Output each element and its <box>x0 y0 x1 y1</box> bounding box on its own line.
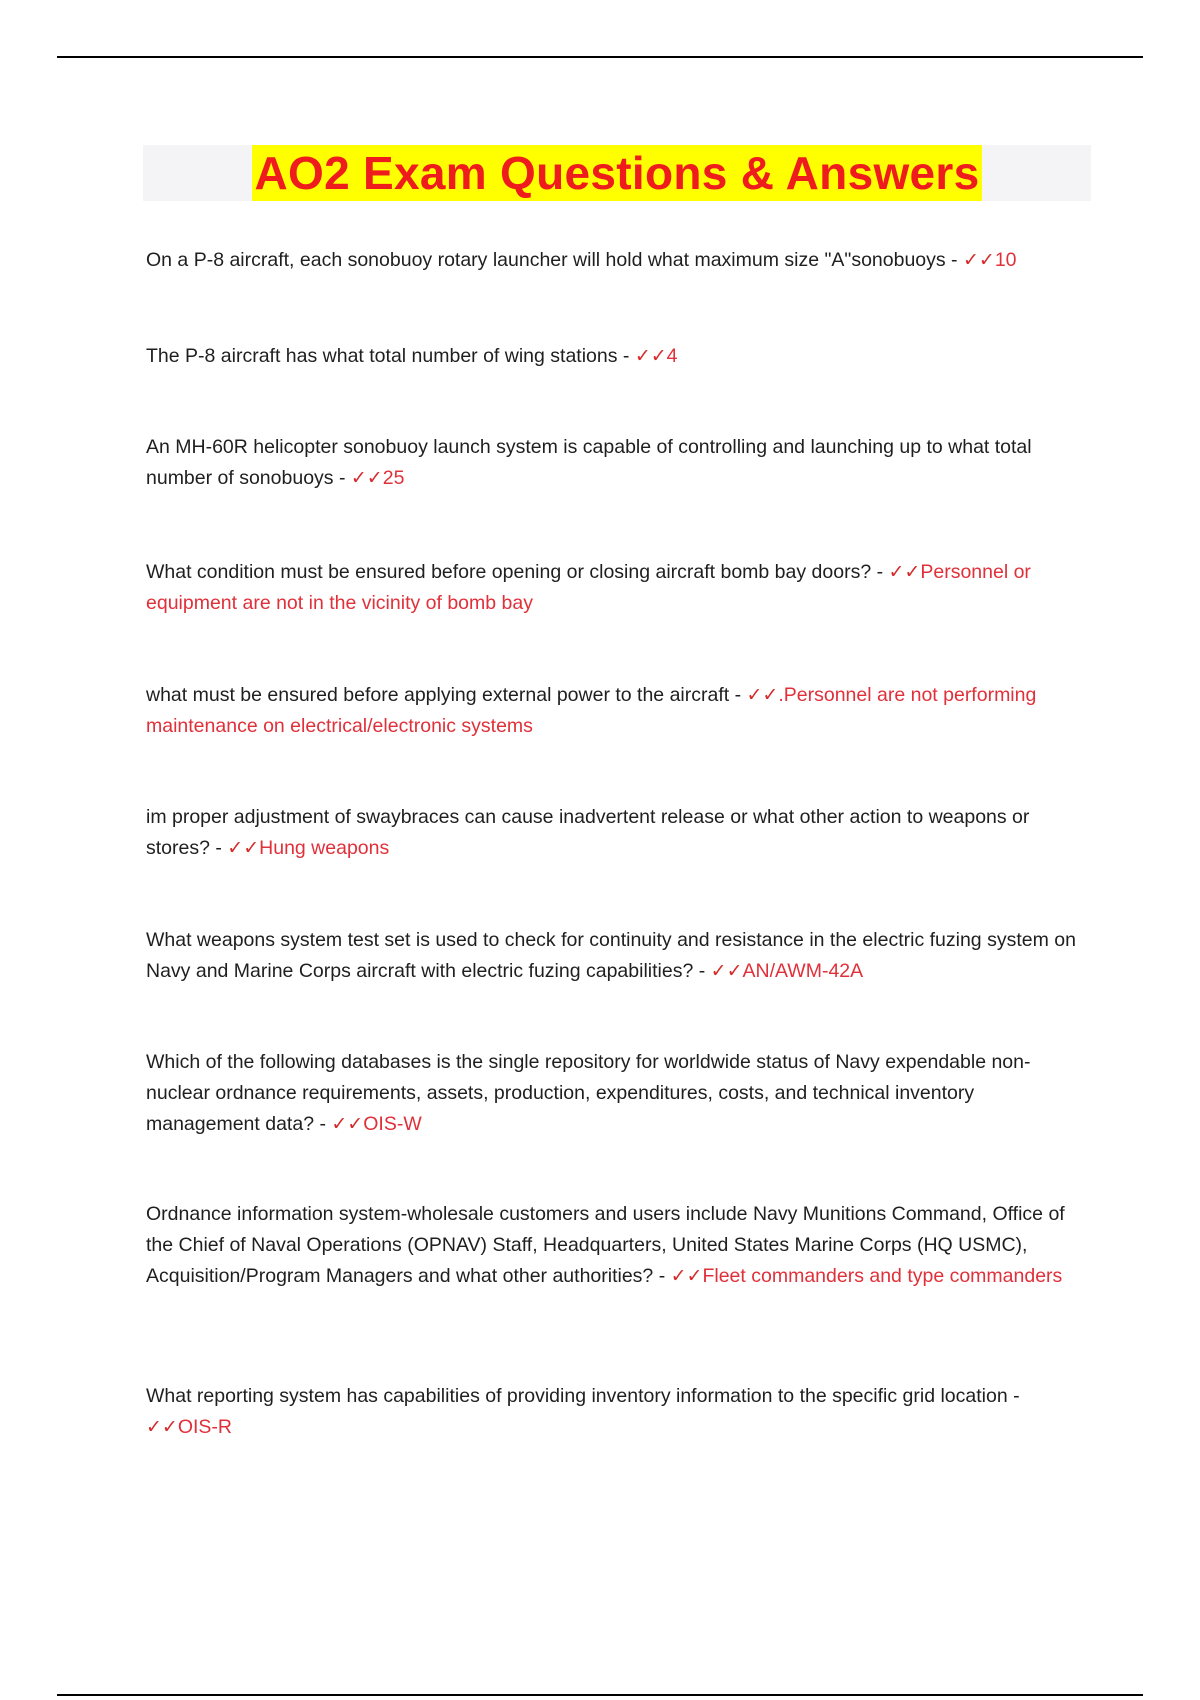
answer-text: OIS-R <box>177 1416 233 1438</box>
answer-text: .Personnel are not performing maintenance on electrical/electronic systems <box>146 684 1037 737</box>
question-text: The P-8 aircraft has what total number of wing stations <box>146 345 618 367</box>
answer-text: 10 <box>994 249 1017 271</box>
answer-text: Hung weapons <box>259 837 390 859</box>
double-check-icon: ✓✓ <box>888 561 921 583</box>
double-check-icon: ✓✓ <box>634 345 667 367</box>
answer-text: 25 <box>382 467 405 489</box>
answer-text: Fleet commanders and type commanders <box>702 1265 1063 1287</box>
double-check-icon: ✓✓ <box>350 467 383 489</box>
qa-item-2 <box>146 341 1092 372</box>
question-text: What reporting system has capabilities of providing inventory information to the specific grid location <box>146 1385 1008 1407</box>
separator: - <box>617 345 635 367</box>
question-text: im proper adjustment of swaybraces can cause inadvertent release or what other action to weapons or stores? <box>146 806 1030 859</box>
qa-item-10 <box>146 1381 1092 1443</box>
double-check-icon: ✓✓ <box>670 1265 703 1287</box>
separator: - <box>729 684 747 706</box>
double-check-icon: ✓✓ <box>331 1113 364 1135</box>
question-text: Which of the following databases is the single repository for worldwide status of Navy expendable non-nuclear ordnance requirements, assets, production, expenditures, costs, and technical inventory management data? <box>146 1051 1031 1135</box>
question-text: what must be ensured before applying external power to the aircraft <box>146 684 730 706</box>
double-check-icon: ✓✓ <box>227 837 260 859</box>
answer-text: OIS-W <box>363 1113 422 1135</box>
double-check-icon: ✓✓ <box>746 684 779 706</box>
separator: - <box>1007 1385 1020 1407</box>
qa-item-9 <box>146 1199 1092 1292</box>
qa-item-1 <box>146 245 1092 276</box>
answer-text: Personnel or equipment are not in the vicinity of bomb bay <box>146 561 1031 614</box>
qa-item-8 <box>146 1047 1092 1140</box>
answer-text: AN/AWM-42A <box>742 960 864 982</box>
double-check-icon: ✓✓ <box>962 249 995 271</box>
qa-item-4 <box>146 557 1092 619</box>
separator: - <box>209 837 228 859</box>
separator: - <box>333 467 351 489</box>
separator: - <box>945 249 963 271</box>
page-title-text: AO2 Exam Questions & Answers <box>254 147 980 199</box>
bottom-rule <box>57 1694 1143 1696</box>
qa-item-6 <box>146 802 1092 864</box>
question-text: What condition must be ensured before opening or closing aircraft bomb bay doors? <box>146 561 872 583</box>
qa-item-3 <box>146 432 1092 494</box>
question-text: Ordnance information system-wholesale customers and users include Navy Munitions Command, Office of the Chief of Naval Operations (OPNAV) Staff, Headquarters, United States Marine Corps (HQ USMC), Acquisition/Program Managers and what other authorities? <box>146 1203 1065 1287</box>
question-text: On a P-8 aircraft, each sonobuoy rotary launcher will hold what maximum size "A"sonobuoys <box>146 249 946 271</box>
answer-text: 4 <box>666 345 678 367</box>
separator: - <box>653 1265 671 1287</box>
qa-item-5 <box>146 680 1092 742</box>
top-rule <box>57 56 1143 58</box>
separator: - <box>314 1113 332 1135</box>
page-title <box>143 145 1091 201</box>
double-check-icon: ✓✓ <box>710 960 743 982</box>
question-text: What weapons system test set is used to check for continuity and resistance in the electric fuzing system on Navy and Marine Corps aircraft with electric fuzing capabilities? <box>146 929 1076 982</box>
title-band <box>143 145 1091 201</box>
double-check-icon: ✓✓ <box>146 1416 178 1438</box>
qa-item-7 <box>146 925 1092 987</box>
separator: - <box>693 960 711 982</box>
separator: - <box>871 561 889 583</box>
question-text: An MH-60R helicopter sonobuoy launch system is capable of controlling and launching up to what total number of sonobuoys <box>146 436 1032 489</box>
